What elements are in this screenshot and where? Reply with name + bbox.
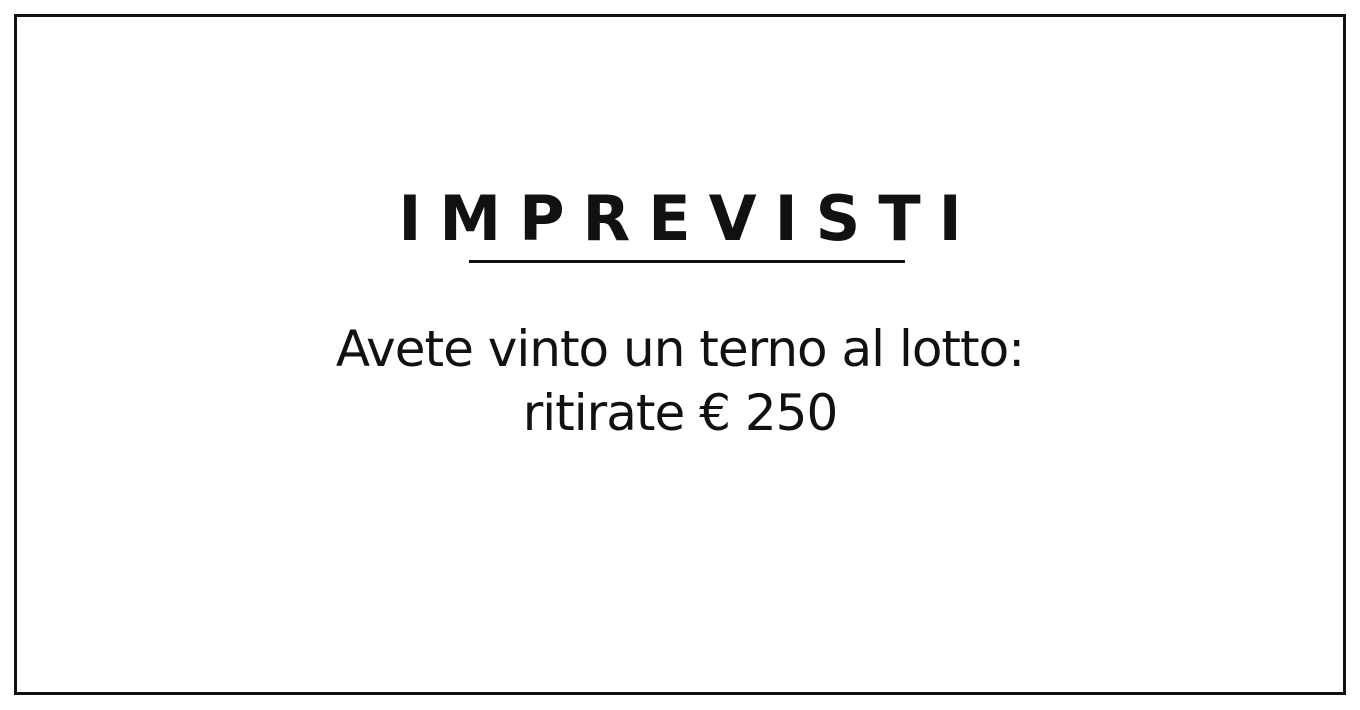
card-body (17, 317, 1343, 445)
card-text-line-1: Avete vinto un terno al lotto: (335, 320, 1025, 378)
title-underline (469, 260, 905, 263)
imprevisti-card (14, 14, 1346, 695)
card-text-line-2: ritirate € 250 (522, 384, 838, 442)
card-title: IMPREVISTI (398, 182, 980, 255)
